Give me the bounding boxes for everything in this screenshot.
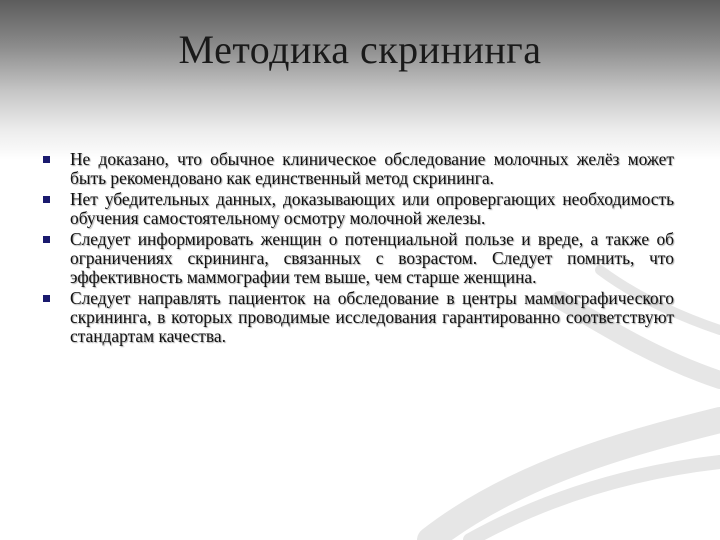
list-item	[42, 289, 674, 346]
list-item-text: Не доказано, что обычное клиническое обследование молочных желёз может быть рекомендовано как единственный метод скрининга.	[70, 149, 674, 188]
slide-title: Методика скрининга	[178, 27, 542, 72]
list-item	[42, 190, 674, 228]
list-item-text: Следует направлять пациенток на обследование в центры маммографического скрининга, в которых проводимые исследования гарантированно соответствуют стандартам качества.	[70, 288, 674, 346]
bullet-list	[42, 150, 674, 348]
list-item-text: Следует информировать женщин о потенциальной пользе и вреде, а также об ограничениях скрининга, связанных с возрастом. Следует помнить, что эффективность маммографии тем выше, чем старше женщина.	[70, 229, 674, 287]
list-item-text: Нет убедительных данных, доказывающих или опровергающих необходимость обучения самостоятельному осмотру молочной железы.	[70, 189, 674, 228]
square-bullet-icon	[43, 295, 50, 302]
square-bullet-icon	[43, 156, 50, 163]
list-item	[42, 150, 674, 188]
square-bullet-icon	[43, 236, 50, 243]
square-bullet-icon	[43, 196, 50, 203]
list-item	[42, 230, 674, 287]
